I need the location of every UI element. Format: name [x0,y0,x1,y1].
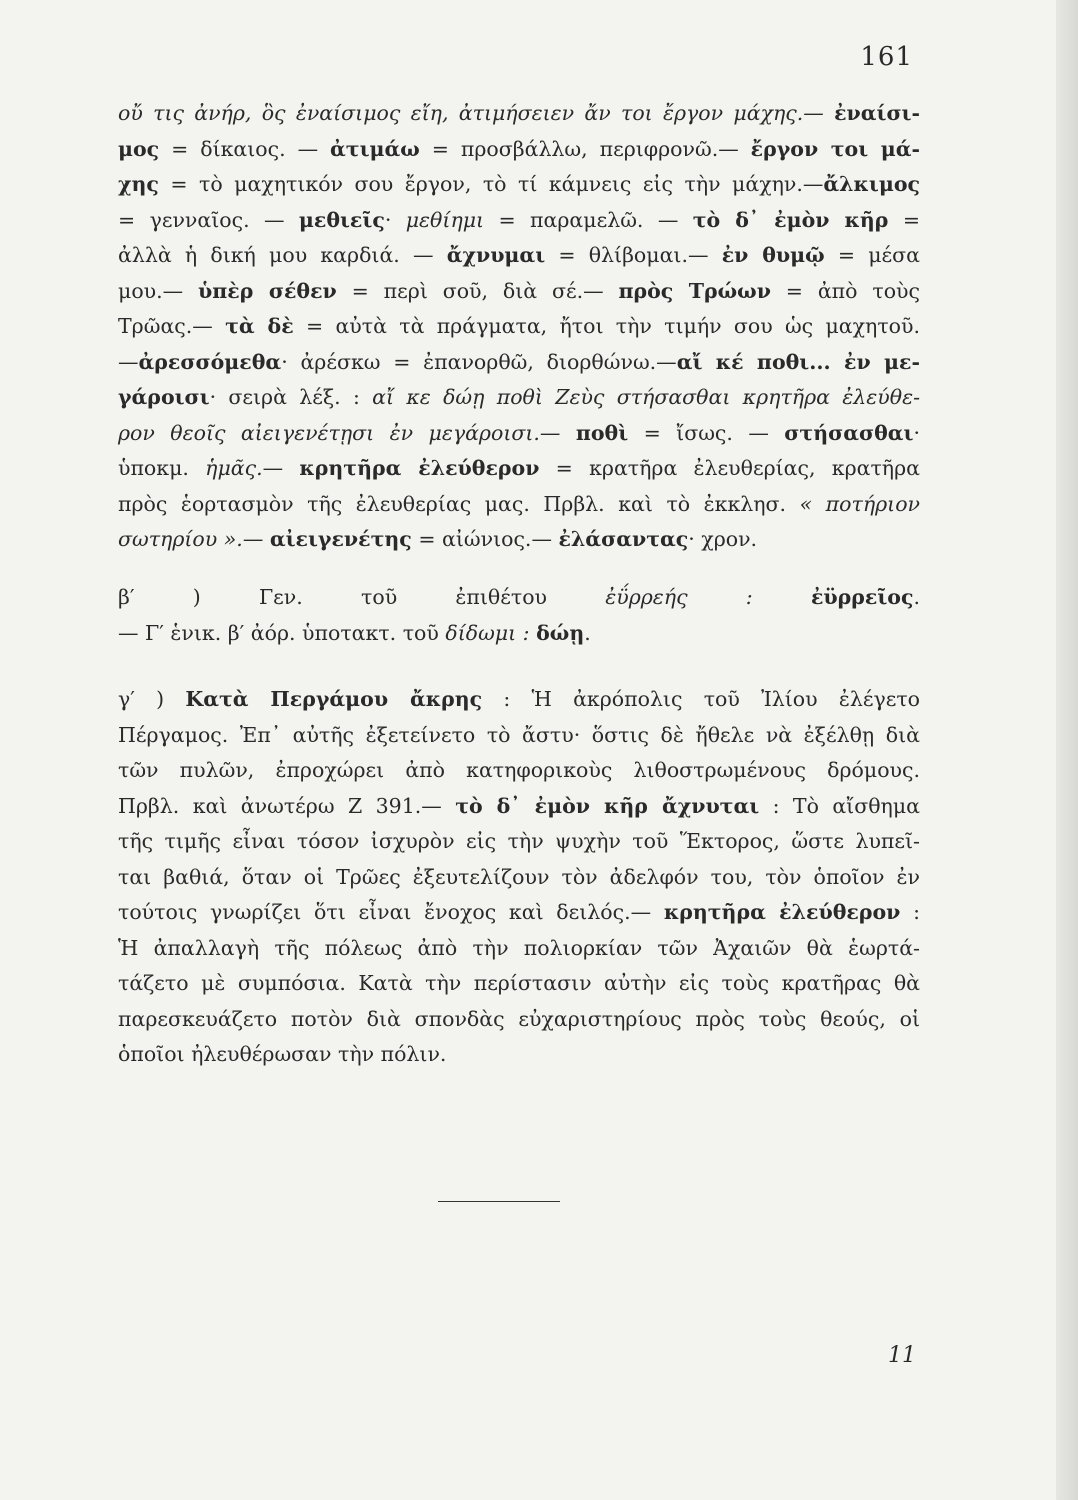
text-run: τούτοις γνωρίζει ὅτι εἶναι ἔνοχος καὶ δειλός.— [118,900,664,924]
bold-term: ἐναίσι- [834,101,920,125]
text-run: τῶν πυλῶν, ἐπροχώρει ἀπὸ κατηφορικοὺς λιθοστρωμένους δρόμους. [118,758,920,782]
note-gamma-paragraph [118,682,920,1073]
text-run: · σειρὰ λέξ. : [209,385,373,409]
bold-term: κρητῆρα ἐλεύθερον [663,900,901,924]
text-run: = παραμελῶ. — [484,207,693,232]
italic-quote: σωτηρίου ». [118,527,243,551]
text-run: = μέσα [824,243,921,267]
text-line [118,345,920,381]
text-line [118,238,920,274]
bold-term: ἀρεσσόμεθα [138,349,282,374]
text-run: γ′ ) [118,687,186,711]
text-run: Πέργαμος. Ἐπ᾽ αὐτῆς ἐξετείνετο τὸ ἄστυ· ὅστις δὲ ἤθελε νὰ ἐξέλθῃ διὰ [118,722,920,747]
text-run: = περὶ σοῦ, διὰ σέ.— [336,278,619,303]
italic-quote: δίδωμι : [445,620,530,645]
text-line [118,380,920,416]
text-line [118,931,920,967]
bold-term: στήσασθαι [784,420,914,445]
text-run: · χρον. [688,527,758,551]
text-run: = δίκαιος. — [159,136,331,161]
bold-term: πρὸς Τρώων [618,278,771,303]
text-line [118,416,920,452]
text-run: μου.— [118,278,199,303]
text-run: ἀλλὰ ἡ δική μου καρδιά. — [118,243,447,267]
text-run: τάζετο μὲ συμπόσια. Κατὰ τὴν περίστασιν αὐτὴν εἰς τοὺς κρατῆρας θὰ [118,971,920,995]
text-line [118,132,920,168]
text-run: — [118,349,139,374]
italic-quote: οὔ τις ἀνήρ, ὃς ἐναίσιμος εἴη, ἀτιμήσειεν ἄν τοι ἔργον μάχης.— [118,101,835,125]
text-run: — [242,527,270,551]
italic-quote: μεθίημι [405,207,485,232]
bold-term: ὑπὲρ σέθεν [198,278,337,303]
text-run: — [262,456,300,480]
text-run: = θλίβομαι.— [545,243,722,267]
bold-term: Κατὰ Περγάμου ἄκρης [185,687,483,711]
commentary-paragraph [118,96,920,558]
text-run: — [539,420,576,445]
bold-term: μος [118,136,160,161]
text-line [118,1037,920,1073]
text-run: Τρῶας.— [118,314,226,338]
text-run [753,585,811,609]
text-run: · [384,207,406,232]
text-run: = τὸ μαχητικόν σου ἔργον, τὸ τί κάμνεις εἰς τὴν μάχην.— [158,172,824,196]
bold-term: αἴ κέ ποθι... ἐν με- [676,349,920,374]
text-run: ὁποῖοι ἠλευθέρωσαν τὴν πόλιν. [118,1042,447,1066]
text-run: ὑποκμ. [118,456,206,480]
text-line [118,167,920,203]
bold-term: μεθιεῖς [298,207,385,232]
bold-term: αἰειγενέτης [269,527,412,551]
text-line [118,1002,920,1038]
text-run: = προσβάλλω, περιφρονῶ.— [419,136,751,161]
bold-term: τὸ δ᾽ ἐμὸν κῆρ [692,207,889,232]
text-run: παρεσκευάζετο ποτὸν διὰ σπονδὰς εὐχαριστηρίους πρὸς τοὺς θεούς, οἱ [118,1006,920,1031]
scan-edge-shadow [1056,0,1078,1500]
page-number: 161 [860,42,913,72]
text-line [118,718,920,754]
bold-term: ἄλκιμος [823,172,920,196]
text-line [118,860,920,896]
bold-term: κρητῆρα ἐλεύθερον [299,456,540,480]
bold-term: τὰ δὲ [225,314,294,338]
section-divider-rule [438,1201,560,1202]
text-line [118,824,920,860]
printer-signature-mark: 11 [888,1343,916,1368]
text-line [118,203,920,239]
text-line [118,682,920,718]
text-run: Πρβλ. καὶ ἀνωτέρω Ζ 391.— [118,793,456,818]
text-run: = ἴσως. — [628,420,785,445]
text-line [118,309,920,345]
bold-term: τὸ δ᾽ ἐμὸν κῆρ ἄχνυται [455,793,760,818]
note-beta-paragraph [118,580,920,651]
text-line [118,451,920,487]
text-run: — Γ′ ἑνικ. β′ ἀόρ. ὑποτακτ. τοῦ [118,620,446,645]
italic-quote: ρον θεοῖς αἰειγενέτῃσι ἐν μεγάροισι. [118,420,540,445]
text-run: ται βαθιά, ὅταν οἱ Τρῶες ἐξευτελίζουν τὸν ἀδελφόν του, τὸν ὁποῖον ἐν [118,864,920,889]
text-run: τῆς τιμῆς εἶναι τόσον ἰσχυρὸν εἰς τὴν ψυχὴν τοῦ Ἕκτορος, ὥστε λυπεῖ- [118,829,920,853]
bold-term: ἀτιμάω [330,136,420,161]
italic-quote: ἡμᾶς. [205,456,263,480]
text-line [118,274,920,310]
text-run: = ἀπὸ τοὺς [770,278,920,303]
text-line [118,96,920,132]
bold-term: χης [118,172,159,196]
bold-term: ποθὶ [575,420,629,445]
text-line [118,895,920,931]
text-run: = αἰώνιος.— [411,527,559,551]
text-run: = [888,207,920,232]
text-run: : [900,900,920,924]
bold-term: ἐϋρρεῖος [810,585,914,609]
text-run: : Τὸ αἴσθημα [759,793,920,818]
bold-term: ἄχνυμαι [446,243,546,267]
text-run: = γενναῖος. — [118,207,299,232]
text-run: · [913,420,920,445]
text-run: : Ἡ ἀκρόπολις τοῦ Ἰλίου ἐλέγετο [482,687,921,711]
text-run: . [584,620,591,645]
text-run: β′ ) Γεν. τοῦ ἐπιθέτου [118,585,606,609]
text-run: . [913,585,920,609]
bold-term: γάροισι [118,385,210,409]
italic-quote: αἴ κε δώῃ ποθὶ Ζεὺς στήσασθαι κρητῆρα ἐλεύθε- [372,385,920,409]
text-line [118,966,920,1002]
text-line [118,753,920,789]
bold-term: δώῃ [536,620,585,645]
bold-term: ἐλάσαντας [558,527,689,551]
text-run: πρὸς ἑορτασμὸν τῆς ἐλευθερίας μας. Πρβλ. καὶ τὸ ἐκκλησ. [118,491,800,516]
text-run: · ἀρέσκω = ἐπανορθῶ, διορθώνω.— [281,349,677,374]
text-line [118,789,920,825]
text-line [118,580,920,616]
text-run: = κρατῆρα ἐλευθερίας, κρατῆρα [539,456,920,480]
text-line [118,487,920,523]
text-line [118,616,920,652]
text-run: = αὐτὰ τὰ πράγματα, ἤτοι τὴν τιμήν σου ὡς μαχητοῦ. [293,314,920,338]
text-line [118,522,920,558]
bold-term: ἐν θυμῷ [721,243,825,267]
italic-quote: « ποτήριον [799,491,920,516]
italic-quote: ἐΰρρεής : [605,585,753,609]
text-run: Ἡ ἀπαλλαγὴ τῆς πόλεως ἀπὸ τὴν πολιορκίαν τῶν Ἀχαιῶν θὰ ἑωρτά- [118,935,920,960]
bold-term: ἔργον τοι μά- [750,136,920,161]
